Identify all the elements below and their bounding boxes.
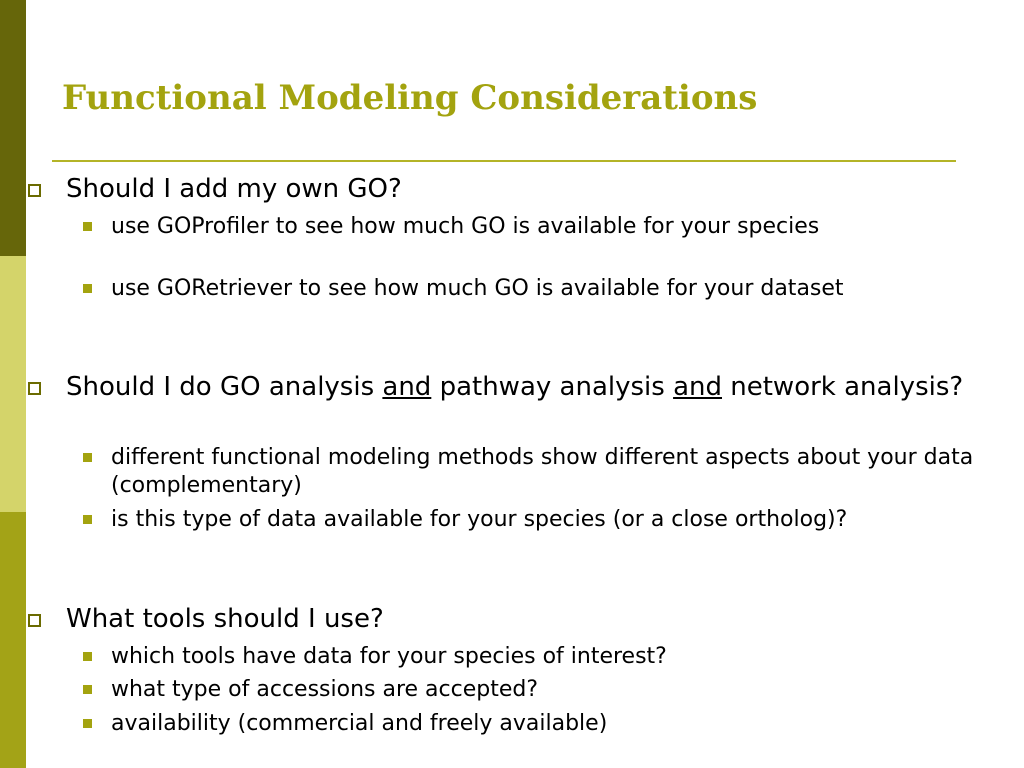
sub-bullet-text: use GORetriever to see how much GO is available for your dataset bbox=[111, 276, 844, 301]
bullet-text: Should I add my own GO? bbox=[66, 174, 402, 204]
filled-square-bullet-icon bbox=[83, 222, 92, 231]
filled-square-bullet-icon bbox=[83, 685, 92, 694]
bullet-text-emphasis: and bbox=[382, 372, 432, 402]
bullet-text-emphasis: and bbox=[673, 372, 722, 402]
filled-square-bullet-icon bbox=[83, 652, 92, 661]
sub-bullet-different-methods bbox=[111, 444, 1001, 500]
sub-bullet-text: is this type of data available for your species (or a close ortholog)? bbox=[111, 507, 848, 532]
sub-bullet-text: use GOProfiler to see how much GO is available for your species bbox=[111, 214, 820, 239]
bullet-text-part: Should I do GO analysis bbox=[66, 372, 383, 402]
hollow-square-bullet-icon bbox=[28, 382, 41, 395]
bullet-text-part: pathway analysis bbox=[431, 372, 674, 402]
bullet-what-tools bbox=[66, 603, 986, 635]
bullet-text-part: network analysis? bbox=[722, 372, 964, 402]
bullet-add-own-go bbox=[66, 173, 986, 205]
filled-square-bullet-icon bbox=[83, 719, 92, 728]
sub-bullet-text: different functional modeling methods show different aspects about your data (complementary) bbox=[111, 445, 974, 498]
hollow-square-bullet-icon bbox=[28, 184, 41, 197]
sub-bullet-availability bbox=[111, 710, 1001, 738]
filled-square-bullet-icon bbox=[83, 515, 92, 524]
bullet-go-pathway-network bbox=[66, 371, 986, 403]
sub-bullet-tools-species bbox=[111, 643, 1001, 671]
sub-bullet-text: availability (commercial and freely available) bbox=[111, 711, 608, 736]
hollow-square-bullet-icon bbox=[28, 614, 41, 627]
sub-bullet-data-available bbox=[111, 506, 1001, 534]
sub-bullet-accessions bbox=[111, 676, 1001, 704]
slide-title: Functional Modeling Considerations bbox=[62, 78, 758, 118]
filled-square-bullet-icon bbox=[83, 284, 92, 293]
bullet-text: What tools should I use? bbox=[66, 604, 384, 634]
sub-bullet-goretriever bbox=[111, 275, 1001, 303]
sub-bullet-text: what type of accessions are accepted? bbox=[111, 677, 539, 702]
filled-square-bullet-icon bbox=[83, 453, 92, 462]
sub-bullet-goprofiler bbox=[111, 213, 1001, 241]
sub-bullet-text: which tools have data for your species of interest? bbox=[111, 644, 667, 669]
